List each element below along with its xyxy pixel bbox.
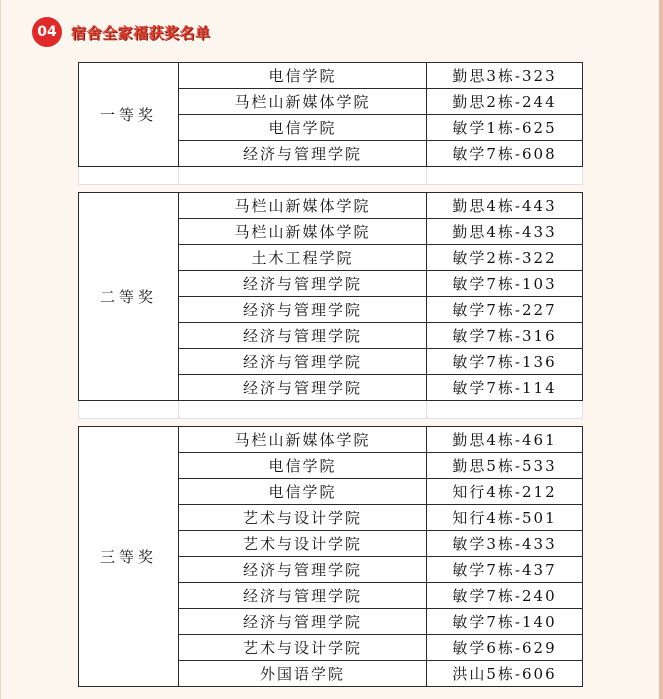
page-border-left	[0, 0, 1, 699]
college-cell: 艺术与设计学院	[179, 635, 427, 661]
room-cell: 知行4栋-501	[427, 505, 583, 531]
table-row	[79, 63, 583, 89]
college-cell: 电信学院	[179, 63, 427, 89]
room-cell: 勤思4栋-433	[427, 219, 583, 245]
room-cell: 敏学6栋-629	[427, 635, 583, 661]
award-level: 二等奖	[79, 193, 179, 401]
award-level: 一等奖	[79, 63, 179, 167]
college-cell: 经济与管理学院	[179, 583, 427, 609]
room-cell: 敏学3栋-433	[427, 531, 583, 557]
college-cell: 马栏山新媒体学院	[179, 219, 427, 245]
college-cell: 经济与管理学院	[179, 557, 427, 583]
award-level: 三等奖	[79, 427, 179, 687]
college-cell: 经济与管理学院	[179, 349, 427, 375]
table-row	[79, 427, 583, 453]
table-spacer-row	[79, 167, 583, 185]
table-row	[79, 193, 583, 219]
room-cell: 勤思5栋-533	[427, 453, 583, 479]
college-cell: 电信学院	[179, 453, 427, 479]
college-cell: 艺术与设计学院	[179, 531, 427, 557]
college-cell: 马栏山新媒体学院	[179, 427, 427, 453]
college-cell: 经济与管理学院	[179, 297, 427, 323]
award-table-first	[78, 62, 583, 185]
room-cell: 敏学1栋-625	[427, 115, 583, 141]
room-cell: 敏学7栋-114	[427, 375, 583, 401]
room-cell: 敏学7栋-140	[427, 609, 583, 635]
room-cell: 勤思2栋-244	[427, 89, 583, 115]
room-cell: 敏学2栋-322	[427, 245, 583, 271]
college-cell: 经济与管理学院	[179, 271, 427, 297]
section-number-badge: 04	[32, 17, 62, 47]
room-cell: 洪山5栋-606	[427, 661, 583, 687]
room-cell: 敏学7栋-136	[427, 349, 583, 375]
room-cell: 勤思4栋-461	[427, 427, 583, 453]
section-header	[32, 16, 211, 48]
room-cell: 敏学7栋-240	[427, 583, 583, 609]
award-table-second	[78, 192, 583, 419]
college-cell: 经济与管理学院	[179, 375, 427, 401]
college-cell: 马栏山新媒体学院	[179, 89, 427, 115]
college-cell: 经济与管理学院	[179, 323, 427, 349]
room-cell: 敏学7栋-103	[427, 271, 583, 297]
college-cell: 外国语学院	[179, 661, 427, 687]
room-cell: 敏学7栋-608	[427, 141, 583, 167]
section-title: 宿舍全家福获奖名单	[71, 23, 211, 42]
college-cell: 电信学院	[179, 479, 427, 505]
award-table-third	[78, 426, 583, 687]
page-border-right	[659, 0, 663, 699]
college-cell: 艺术与设计学院	[179, 505, 427, 531]
room-cell: 敏学7栋-316	[427, 323, 583, 349]
table-spacer-row	[79, 401, 583, 419]
room-cell: 敏学7栋-437	[427, 557, 583, 583]
room-cell: 知行4栋-212	[427, 479, 583, 505]
room-cell: 敏学7栋-227	[427, 297, 583, 323]
college-cell: 经济与管理学院	[179, 141, 427, 167]
college-cell: 经济与管理学院	[179, 609, 427, 635]
room-cell: 勤思3栋-323	[427, 63, 583, 89]
room-cell: 勤思4栋-443	[427, 193, 583, 219]
college-cell: 土木工程学院	[179, 245, 427, 271]
college-cell: 马栏山新媒体学院	[179, 193, 427, 219]
college-cell: 电信学院	[179, 115, 427, 141]
